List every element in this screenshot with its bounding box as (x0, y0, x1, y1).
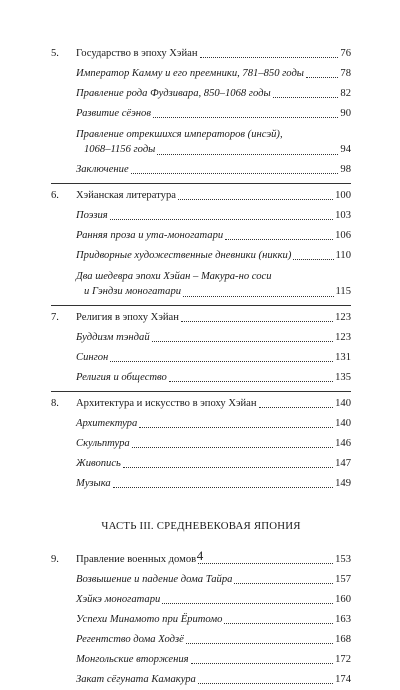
item-title: Скульптура (76, 438, 130, 449)
item-title: Император Камму и его преемники, 781–850 годы (76, 68, 304, 79)
page-ref: 103 (335, 210, 351, 221)
page-ref: 147 (335, 458, 351, 469)
toc-chapter-8[interactable] (51, 391, 351, 414)
page-ref: 110 (335, 250, 351, 261)
item-title-line2: 1068–1156 годы (84, 144, 156, 155)
page-ref: 140 (335, 418, 351, 429)
leader-dots (139, 426, 333, 428)
page-ref: 76 (340, 48, 351, 59)
leader-dots (191, 662, 333, 664)
page-ref: 135 (335, 372, 351, 383)
page-ref: 123 (335, 312, 351, 323)
leader-dots (153, 116, 338, 118)
chapter-title: Государство в эпоху Хэйан (76, 48, 198, 59)
toc-item[interactable] (51, 266, 351, 302)
item-title: Монгольские вторжения (76, 654, 189, 665)
leader-dots (178, 198, 333, 200)
toc-item[interactable] (51, 414, 351, 434)
leader-dots (132, 446, 333, 448)
item-title: Правление рода Фудзивара, 850–1068 годы (76, 88, 271, 99)
toc-item[interactable] (51, 328, 351, 348)
leader-dots (131, 172, 339, 174)
leader-dots (198, 682, 333, 684)
leader-dots (123, 466, 333, 468)
leader-dots (183, 295, 333, 297)
item-title: Хэйкэ моногатари (76, 594, 161, 605)
toc-item[interactable] (51, 434, 351, 454)
item-title: Буддизм тэндай (76, 332, 150, 343)
item-title: Поэзия (76, 210, 108, 221)
leader-dots (181, 320, 333, 322)
chapter-title: Религия в эпоху Хэйан (76, 312, 179, 323)
item-title: Сингон (76, 352, 109, 363)
leader-dots (162, 602, 333, 604)
leader-dots (157, 153, 338, 155)
item-title: Религия и общество (76, 372, 167, 383)
page-number: 4 (196, 548, 204, 563)
page-ref: 153 (335, 554, 351, 565)
part-heading: ЧАСТЬ III. СРЕДНЕВЕКОВАЯ ЯПОНИЯ (101, 520, 301, 532)
leader-dots (110, 218, 333, 220)
item-title: Придворные художественные дневники (никки) (76, 250, 292, 261)
page-ref: 172 (335, 654, 351, 665)
chapter-number: 6. (51, 190, 59, 201)
page-ref: 146 (335, 438, 351, 449)
item-title: Закат сёгуната Камакура (76, 674, 196, 685)
item-title: Живопись (76, 458, 121, 469)
leader-dots (186, 642, 333, 644)
toc-item[interactable] (51, 348, 351, 368)
toc-chapter-6[interactable] (51, 183, 351, 206)
chapter-title: Правление военных домов (76, 554, 197, 565)
item-title: Возвышение и падение дома Тайра (76, 574, 233, 585)
toc-item[interactable] (51, 454, 351, 474)
toc-item[interactable] (51, 650, 351, 670)
toc-item[interactable] (51, 368, 351, 388)
leader-dots (306, 76, 338, 78)
leader-dots (224, 622, 333, 624)
toc-item[interactable] (51, 104, 351, 124)
item-title-line1: Правление отрекшихся императоров (инсэй), (76, 129, 283, 140)
page-ref: 106 (335, 230, 351, 241)
leader-dots (293, 258, 333, 260)
toc-item[interactable] (51, 630, 351, 650)
item-title: Успехи Минамото при Ёритомо (76, 614, 223, 625)
toc-item[interactable] (51, 226, 351, 246)
leader-dots (200, 56, 339, 58)
table-of-contents (51, 44, 351, 690)
toc-item[interactable] (51, 84, 351, 104)
page-ref: 100 (335, 190, 351, 201)
page-ref: 98 (340, 164, 351, 175)
leader-dots (225, 238, 333, 240)
page-ref: 94 (340, 144, 351, 155)
page-ref: 115 (335, 286, 351, 297)
page-ref: 131 (335, 352, 351, 363)
item-title: Развитие сёэнов (76, 108, 151, 119)
toc-item[interactable] (51, 64, 351, 84)
item-title-line1: Два шедевра эпохи Хэйан – Макура-но соси (76, 271, 272, 282)
toc-item[interactable] (51, 160, 351, 180)
chapter-number: 9. (51, 554, 59, 565)
page-ref: 163 (335, 614, 351, 625)
page-ref: 90 (340, 108, 351, 119)
page-ref: 123 (335, 332, 351, 343)
toc-item[interactable] (51, 206, 351, 226)
item-title: Музыка (76, 478, 111, 489)
toc-item[interactable] (51, 474, 351, 494)
toc-chapter-7[interactable] (51, 305, 351, 328)
toc-item[interactable] (51, 590, 351, 610)
leader-dots (169, 380, 333, 382)
chapter-number: 5. (51, 48, 59, 59)
toc-item[interactable] (51, 124, 351, 160)
page-ref: 140 (335, 398, 351, 409)
toc-item[interactable] (51, 610, 351, 630)
chapter-number: 8. (51, 398, 59, 409)
toc-item[interactable] (51, 570, 351, 590)
leader-dots (152, 340, 333, 342)
page-ref: 157 (335, 574, 351, 585)
toc-item[interactable] (51, 246, 351, 266)
leader-dots (234, 582, 333, 584)
toc-chapter-5[interactable] (51, 44, 351, 64)
item-title: Регентство дома Ходзё (76, 634, 184, 645)
toc-item[interactable] (51, 670, 351, 690)
item-title: Заключение (76, 164, 129, 175)
chapter-number: 7. (51, 312, 59, 323)
item-title: Ранняя проза и ута-моногатари (76, 230, 224, 241)
chapter-title: Хэйанская литература (76, 190, 176, 201)
page-ref: 160 (335, 594, 351, 605)
item-title: Архитектура (76, 418, 138, 429)
leader-dots (113, 486, 333, 488)
leader-dots (259, 406, 334, 408)
leader-dots (110, 360, 333, 362)
item-title-line2: и Гэндзи моногатари (84, 286, 182, 297)
page-ref: 149 (335, 478, 351, 489)
page-ref: 82 (340, 88, 351, 99)
page-ref: 174 (335, 674, 351, 685)
chapter-title: Архитектура и искусство в эпоху Хэйан (76, 398, 257, 409)
page-ref: 78 (340, 68, 351, 79)
leader-dots (273, 96, 339, 98)
page-ref: 168 (335, 634, 351, 645)
